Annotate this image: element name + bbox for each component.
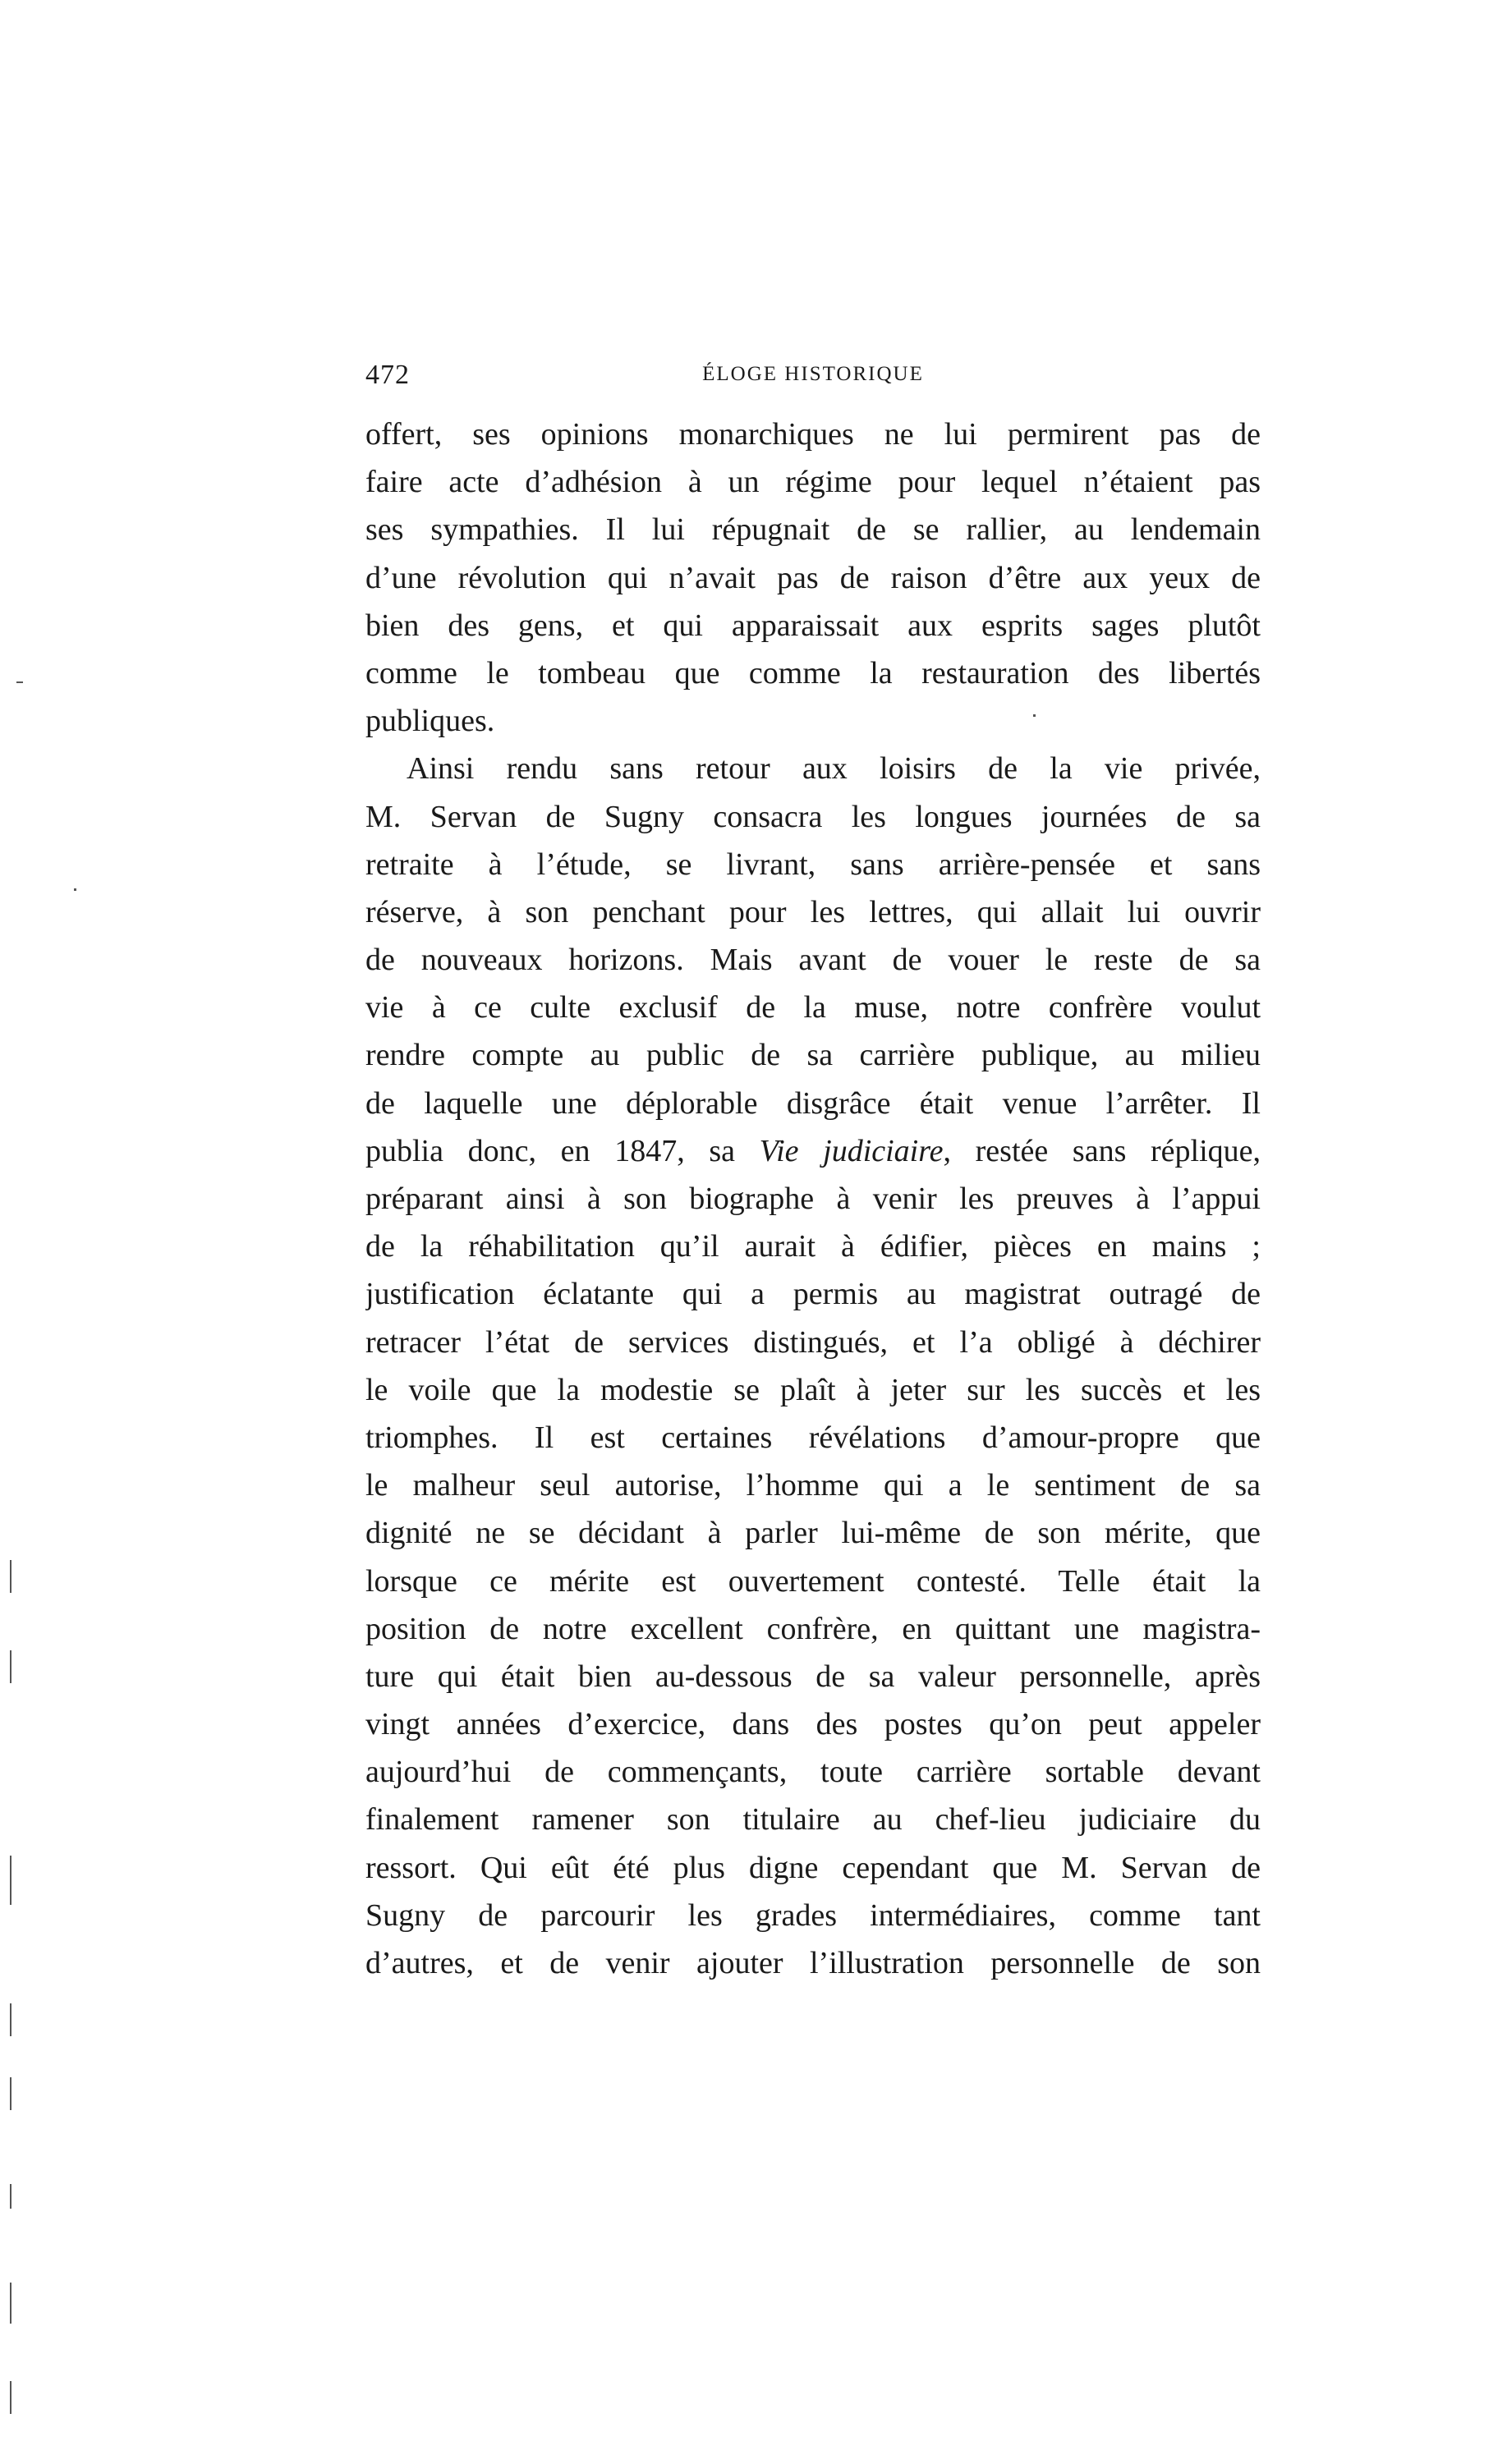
scan-speck	[10, 2283, 11, 2324]
text-line: position de notre excellent confrère, en quittant une magistra-	[365, 1611, 1261, 1646]
text-line: le voile que la modestie se plaît à jeter sur les succès et les	[365, 1372, 1261, 1407]
text-line: de laquelle une déplorable disgrâce était venue l’arrêter. Il	[365, 1085, 1261, 1121]
text-line: offert, ses opinions monarchiques ne lui permirent pas de	[365, 417, 1261, 452]
page-number: 472	[365, 360, 410, 390]
text-line: d’une révolution qui n’avait pas de raison d’être aux yeux de	[365, 560, 1261, 595]
text-line: dignité ne se décidant à parler lui-même de son mérite, que	[365, 1516, 1261, 1551]
running-title: ÉLOGE HISTORIQUE	[702, 363, 924, 385]
text-line: de nouveaux horizons. Mais avant de vouer le reste de sa	[365, 943, 1261, 978]
text-segment: , restée sans réplique,	[943, 1133, 1261, 1168]
scan-speck	[10, 2184, 11, 2209]
text-line: triomphes. Il est certaines révélations d’amour-propre que	[365, 1420, 1261, 1455]
scan-speck	[10, 2003, 11, 2036]
text-line: d’autres, et de venir ajouter l’illustration personnelle de son	[365, 1946, 1261, 1980]
body-text	[365, 411, 1261, 1987]
text-line: finalement ramener son titulaire au chef-lieu judiciaire du	[365, 1802, 1261, 1838]
paragraph-end-line: publiques.	[365, 704, 495, 739]
text-line: faire acte d’adhésion à un régime pour lequel n’étaient pas	[365, 465, 1261, 500]
text-line: ressort. Qui eût été plus digne cependant que M. Servan de	[365, 1850, 1261, 1885]
text-line: retracer l’état de services distingués, et l’a obligé à déchirer	[365, 1324, 1261, 1360]
text-line: ture qui était bien au-dessous de sa valeur personnelle, après	[365, 1659, 1261, 1694]
text-line: vingt années d’exercice, dans des postes qu’on peut appeler	[365, 1707, 1261, 1742]
book-title-vie-judiciaire: Vie judiciaire	[759, 1133, 944, 1168]
text-line: aujourd’hui de commençants, toute carrière sortable devant	[365, 1755, 1261, 1790]
text-line-with-title	[365, 1127, 1261, 1175]
text-line: bien des gens, et qui apparaissait aux esprits sages plutôt	[365, 608, 1261, 643]
text-line: Sugny de parcourir les grades intermédiaires, comme tant	[365, 1897, 1261, 1933]
scan-speck	[10, 2381, 11, 2414]
text-line: réserve, à son penchant pour les lettres, qui allait lui ouvrir	[365, 894, 1261, 929]
text-line: ses sympathies. Il lui répugnait de se rallier, au lendemain	[365, 512, 1261, 548]
page-header	[365, 360, 1261, 401]
scan-speck	[74, 888, 76, 891]
text-line: justification éclatante qui a permis au magistrat outragé de	[365, 1277, 1261, 1312]
text-line: vie à ce culte exclusif de la muse, notre confrère voulut	[365, 990, 1261, 1026]
scan-speck	[1033, 714, 1036, 717]
scan-speck	[10, 1856, 11, 1905]
scan-speck	[10, 1560, 11, 1593]
text-line: M. Servan de Sugny consacra les longues journées de sa	[365, 799, 1261, 834]
scan-speck	[10, 2077, 11, 2110]
scan-speck	[16, 681, 23, 683]
text-line: comme le tombeau que comme la restauration des libertés	[365, 655, 1261, 691]
scan-speck	[10, 1650, 11, 1683]
text-line: retraite à l’étude, se livrant, sans arrière-pensée et sans	[365, 847, 1261, 882]
text-segment: publia donc, en 1847, sa	[365, 1133, 760, 1168]
text-line: le malheur seul autorise, l’homme qui a le sentiment de sa	[365, 1468, 1261, 1503]
text-line: lorsque ce mérite est ouvertement contesté. Telle était la	[365, 1563, 1261, 1599]
text-line: préparant ainsi à son biographe à venir les preuves à l’appui	[365, 1182, 1261, 1216]
text-line: de la réhabilitation qu’il aurait à édifier, pièces en mains ;	[365, 1229, 1261, 1264]
text-line: rendre compte au public de sa carrière publique, au milieu	[365, 1038, 1261, 1073]
paragraph-start-line: Ainsi rendu sans retour aux loisirs de la vie privée,	[407, 751, 1261, 787]
